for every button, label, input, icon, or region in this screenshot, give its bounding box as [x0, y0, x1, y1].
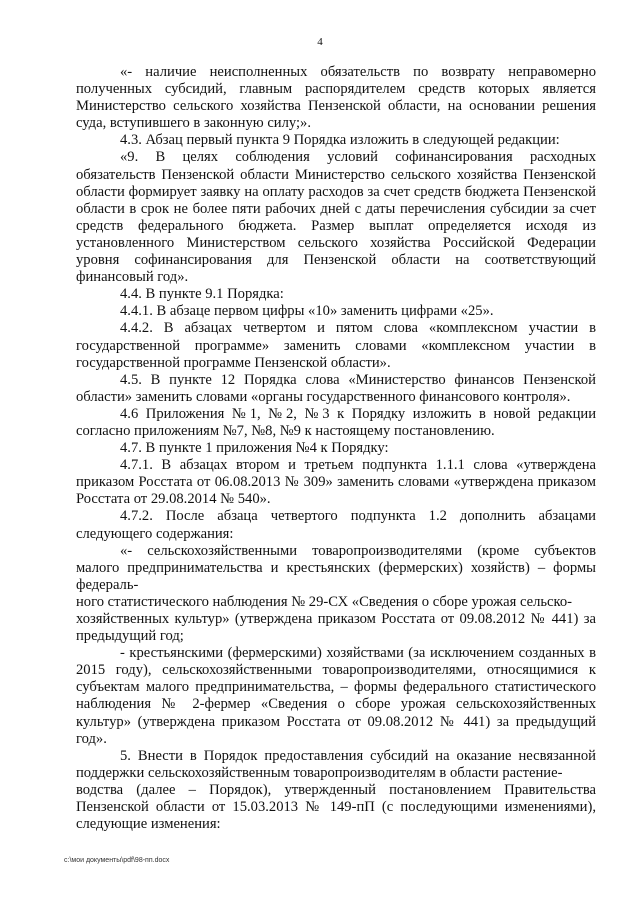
paragraph-4-7-1: 4.7.1. В абзацах втором и третьем подпункта 1.1.1 слова «утверждена приказом Росстата от 06.08.2013 № 309» заменить словами «утверждена приказом Росстата от 29.08.2014 № 540».: [76, 457, 596, 508]
paragraph-4-4-1: 4.4.1. В абзаце первом цифры «10» заменить цифрами «25».: [120, 303, 494, 320]
paragraph-4-6: 4.6 Приложения №1, №2, №3 к Порядку изложить в новой редакции согласно приложениям №7, №8, №9 к настоящему постановлению.: [76, 405, 596, 439]
paragraph-producers-form: «- сельскохозяйственными товаропроизводителями (кроме субъектов малого предпринимательства и крестьянских (фермерских) хозяйств) – формы федераль- ного статистического наблюдения № 29-СХ «Сведения о сборе урожая сельско- хозяйственных культур» (утверждена приказом Росстата от 09.08.2012 № 441) за предыдущий год;: [76, 542, 596, 645]
paragraph-5: 5. Внести в Порядок предоставления субсидий на оказание несвязанной поддержки сельскохозяйственным товаропроизводителям в области растение- водства (далее – Порядок), утвержденный постановлением Правительства Пензенской области от 15.03.2013 № 149-пП (с последующими изменениями), следующие изменения:: [76, 747, 596, 833]
paragraph-4-3: 4.3. Абзац первый пункта 9 Порядка изложить в следующей редакции:: [120, 132, 560, 149]
paragraph-4-4: 4.4. В пункте 9.1 Порядка:: [120, 286, 284, 303]
paragraph-4-4-2: 4.4.2. В абзацах четвертом и пятом слова «комплексном участии в государственной программе» заменить словами «комплексном участии в государственной программе Пензенской области».: [76, 320, 596, 371]
paragraph-obligations-clause: «- наличие неисполненных обязательств по возврату неправомерно полученных субсидий, главным распорядителем средств которых является Министерство сельского хозяйства Пензенской области, на основании решения суда, вступившего в законную силу;».: [76, 64, 596, 132]
paragraph-4-5: 4.5. В пункте 12 Порядка слова «Министерство финансов Пензенской области» заменить словами «органы государственного финансового контроля».: [76, 371, 596, 405]
paragraph-farms-form: - крестьянскими (фермерскими) хозяйствами (за исключением созданных в 2015 году), сельскохозяйственными товаропроизводителями, относящимися к субъектам малого предпринимательства, – формы федерального статистического наблюдения № 2-фермер «Сведения о сборе урожая сельскохозяйственных культур» (утверждена приказом Росстата от 09.08.2012 № 441) за предыдущий год».: [76, 645, 596, 747]
document-body: [76, 64, 596, 833]
page-number: 4: [317, 36, 323, 48]
paragraph-4-7-2: 4.7.2. После абзаца четвертого подпункта 1.2 дополнить абзацами следующего содержания:: [76, 508, 596, 542]
paragraph-4-7: 4.7. В пункте 1 приложения №4 к Порядку:: [120, 440, 389, 457]
footer-file-path: c:\мои документы\pdf\98-пп.docx: [64, 857, 170, 864]
paragraph-item-9-text: «9. В целях соблюдения условий софинансирования расходных обязательств Пензенской области Министерство сельского хозяйства Пензенской области формирует заявку на оплату расходов за счет средств бюджета Пензенской области в срок не более пяти рабочих дней с даты перечисления субсидии за счет средств федерального бюджета. Размер выплат определяется исходя из установленного Министерством сельского хозяйства Российской Федерации уровня софинансирования для Пензенской области на соответствующий финансовый год».: [76, 149, 596, 286]
